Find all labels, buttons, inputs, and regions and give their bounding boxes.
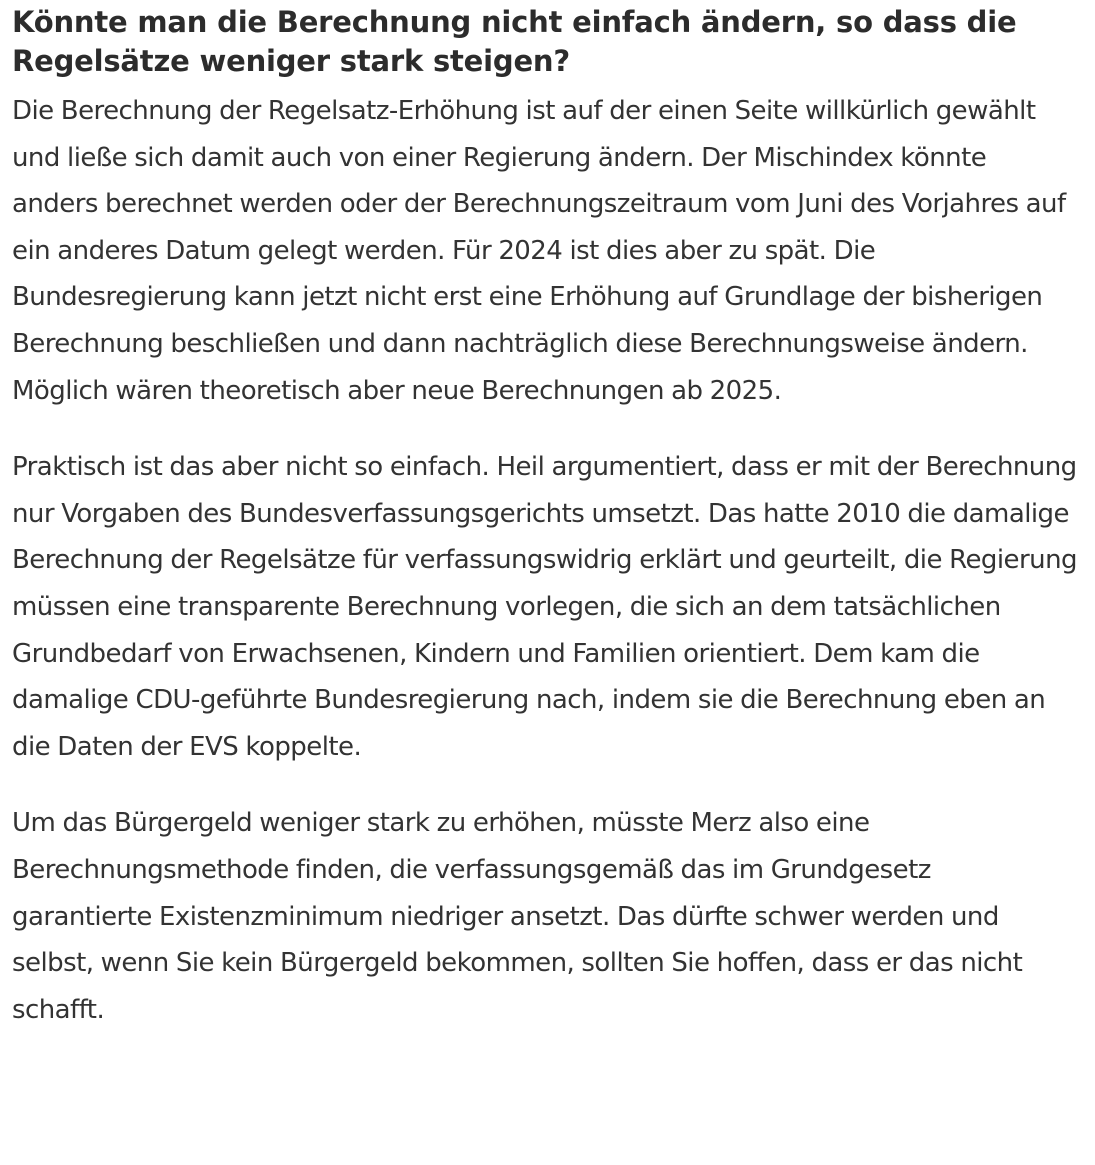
section-heading: Könnte man die Berechnung nicht einfach ändern, so dass die Regelsätze weniger stark steigen? [12, 5, 1017, 78]
paragraph-buergergeld-merz: Um das Bürgergeld weniger stark zu erhöhen, müsste Merz also eine Berechnungsmethode finden, die verfassungsgemäß das im Grundgesetz garantierte Existenzminimum niedriger ansetzt. Das dürfte schwer werden und selbst, wenn Sie kein Bürgergeld bekommen, sollten Sie hoffen, dass er das nicht schafft. [12, 808, 1023, 1025]
paragraph-constitutional-court: Praktisch ist das aber nicht so einfach. Heil argumentiert, dass er mit der Berechnung nur Vorgaben des Bundesverfassungsgerichts umsetzt. Das hatte 2010 die damalige Berechnung der Regelsätze für verfassungswidrig erklärt und geurteilt, die Regierung müssen eine transparente Berechnung vorlegen, die sich an dem tatsächlichen Grundbedarf von Erwachsenen, Kindern und Familien orientiert. Dem kam die damalige CDU-geführte Bundesregierung nach, indem sie die Berechnung eben an die Daten der EVS koppelte. [12, 452, 1077, 762]
paragraph-calculation-change: Die Berechnung der Regelsatz-Erhöhung ist auf der einen Seite willkürlich gewählt und ließe sich damit auch von einer Regierung ändern. Der Mischindex könnte anders berechnet werden oder der Berechnungszeitraum vom Juni des Vorjahres auf ein anderes Datum gelegt werden. Für 2024 ist dies aber zu spät. Die Bundesregierung kann jetzt nicht erst eine Erhöhung auf Grundlage der bisherigen Berechnung beschließen und dann nachträglich diese Berechnungsweise ändern. Möglich wären theoretisch aber neue Berechnungen ab 2025. [12, 96, 1066, 406]
